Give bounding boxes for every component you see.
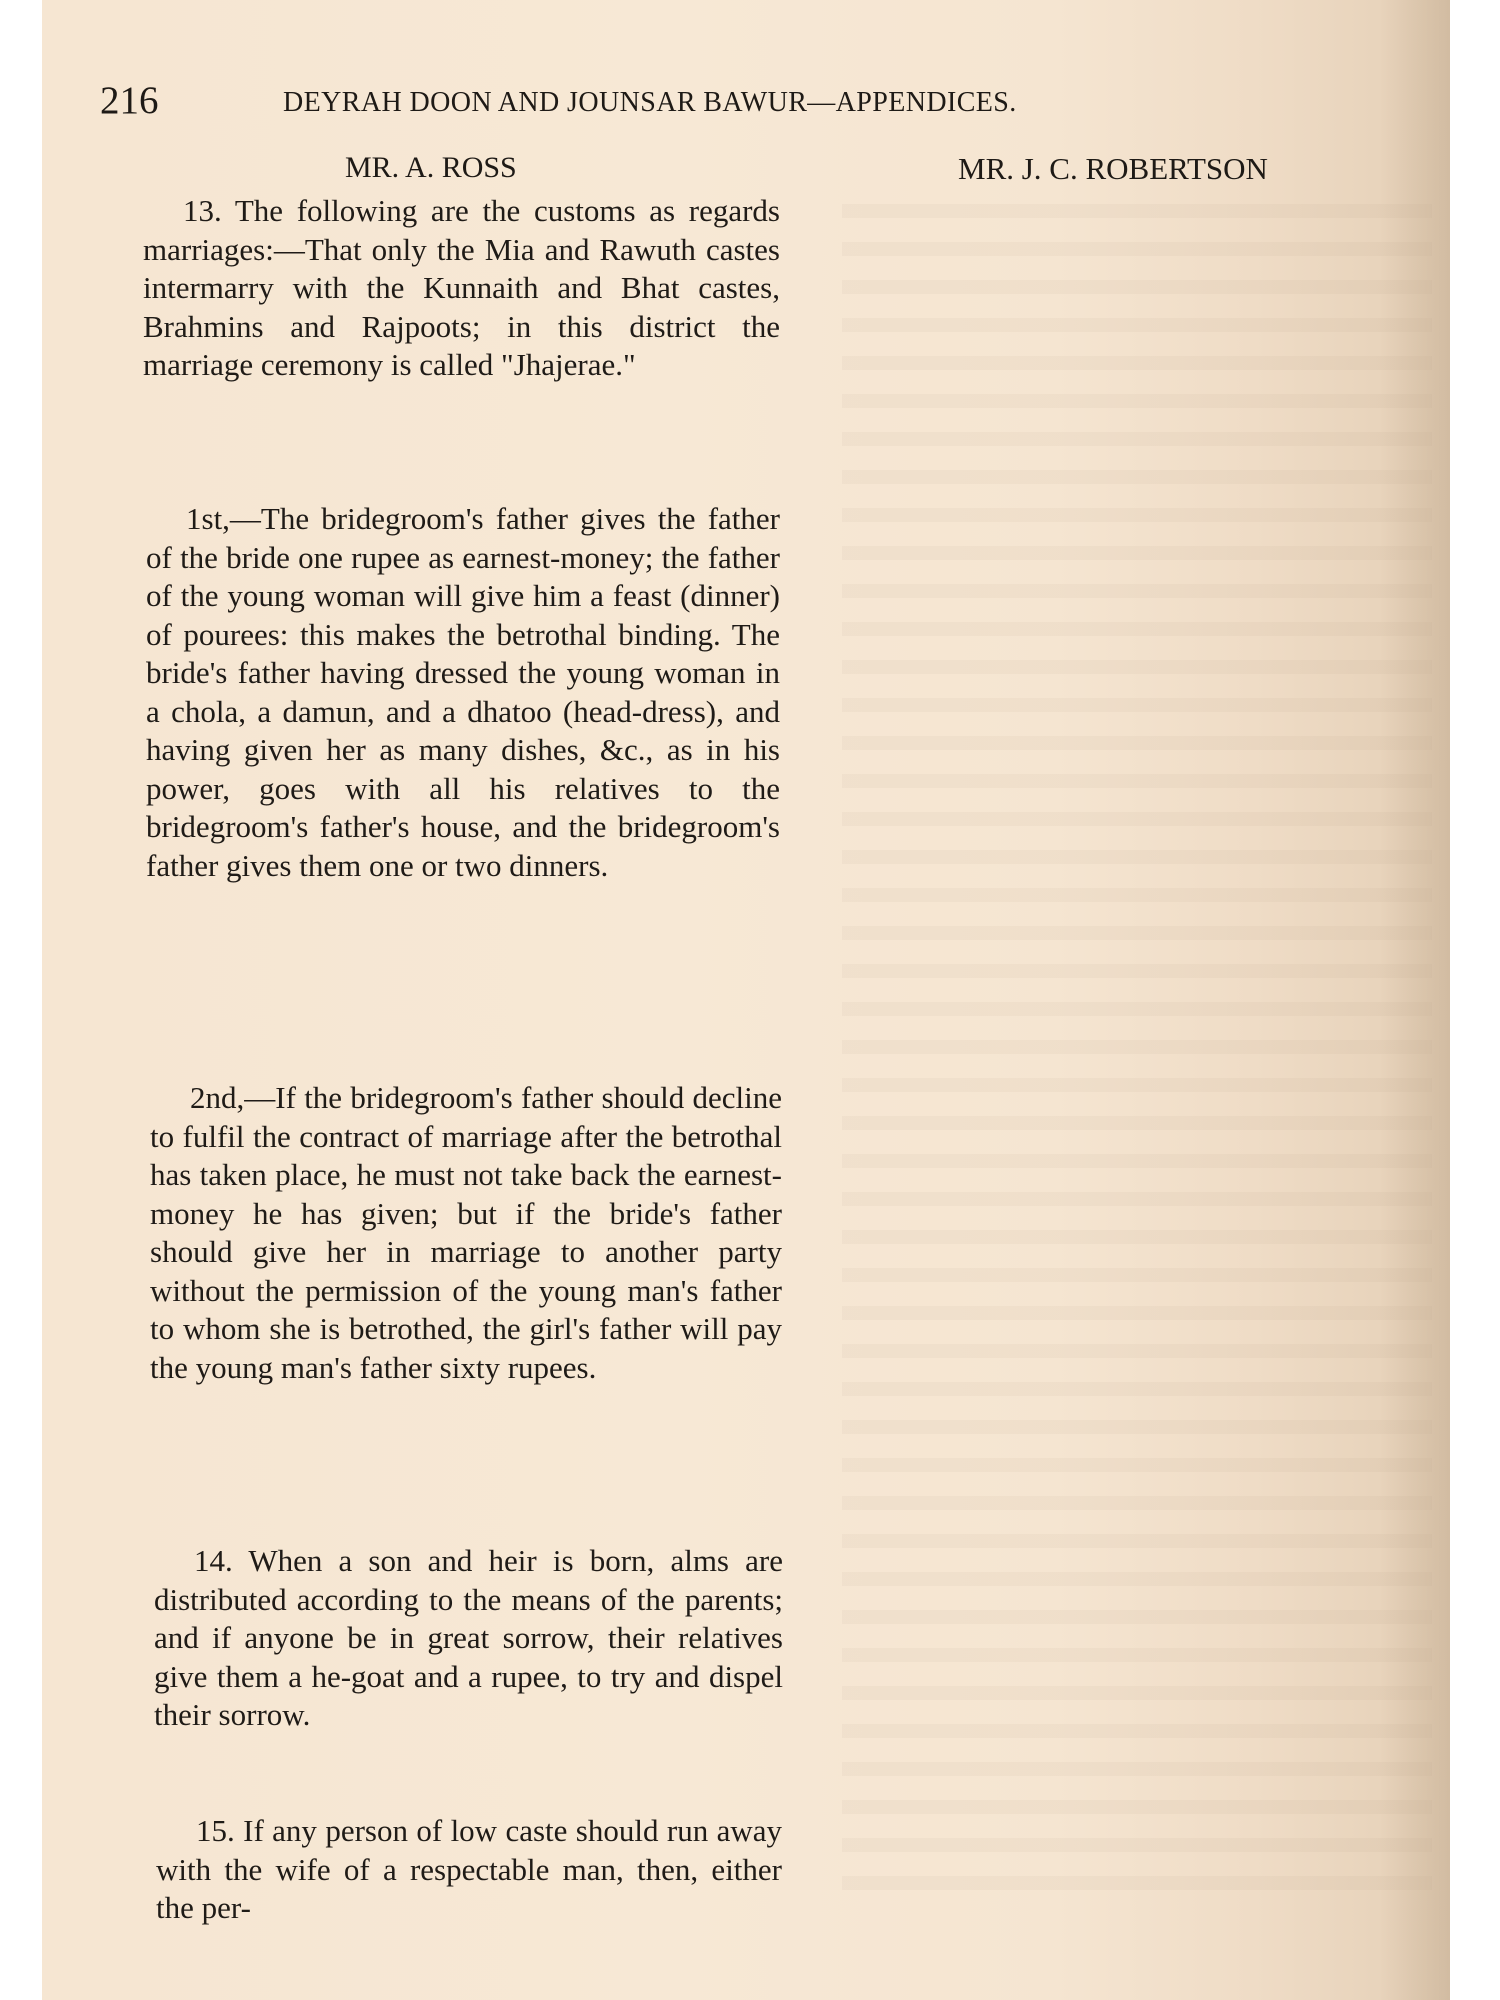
paragraph-14-birth-alms: 14. When a son and heir is born, alms are distributed according to the means of the parents; and if anyone be in great sorrow, their relatives give them a he-goat and a rupee, to try and dispel their sorrow. [154, 1543, 783, 1732]
right-column-author: MR. J. C. ROBERTSON [958, 151, 1268, 186]
bleed-through-text [842, 190, 1432, 1890]
paragraph-first-betrothal: 1st,—The bridegroom's father gives the father of the bride one rupee as earnest-money; the father of the young woman will give him a feast (dinner) of pourees: this makes the betrothal binding. The bride's father having dressed the young woman in a chola, a damun, and a dhatoo (head-dress), and having given her as many dishes, &c., as in his power, goes with all his relatives to the bridegroom's father's house, and the bridegroom's father gives them one or two dinners. [146, 501, 780, 883]
paragraph-second-broken-contract: 2nd,—If the bridegroom's father should decline to fulfil the contract of marriage after the betrothal has taken place, he must not take back the earnest-money he has given; but if the bride's father should give her in marriage to another party without the permission of the young man's father to whom she is betrothed, the girl's father will pay the young man's father sixty rupees. [150, 1080, 782, 1385]
paragraph-13-marriage-customs: 13. The following are the customs as regards marriages:—That only the Mia and Rawuth castes intermarry with the Kunnaith and Bhat castes, Brahmins and Rajpoots; in this district the marriage ceremony is called "Jhajerae." [143, 193, 780, 382]
left-column-author: MR. A. ROSS [345, 151, 517, 184]
paragraph-15-low-caste-elopement: 15. If any person of low caste should run away with the wife of a respectable man, then, either the per- [156, 1813, 782, 1925]
page-edge-shadow [1380, 0, 1450, 2000]
page-number: 216 [100, 79, 159, 122]
running-title: DEYRAH DOON AND JOUNSAR BAWUR—APPENDICES. [283, 87, 1017, 118]
